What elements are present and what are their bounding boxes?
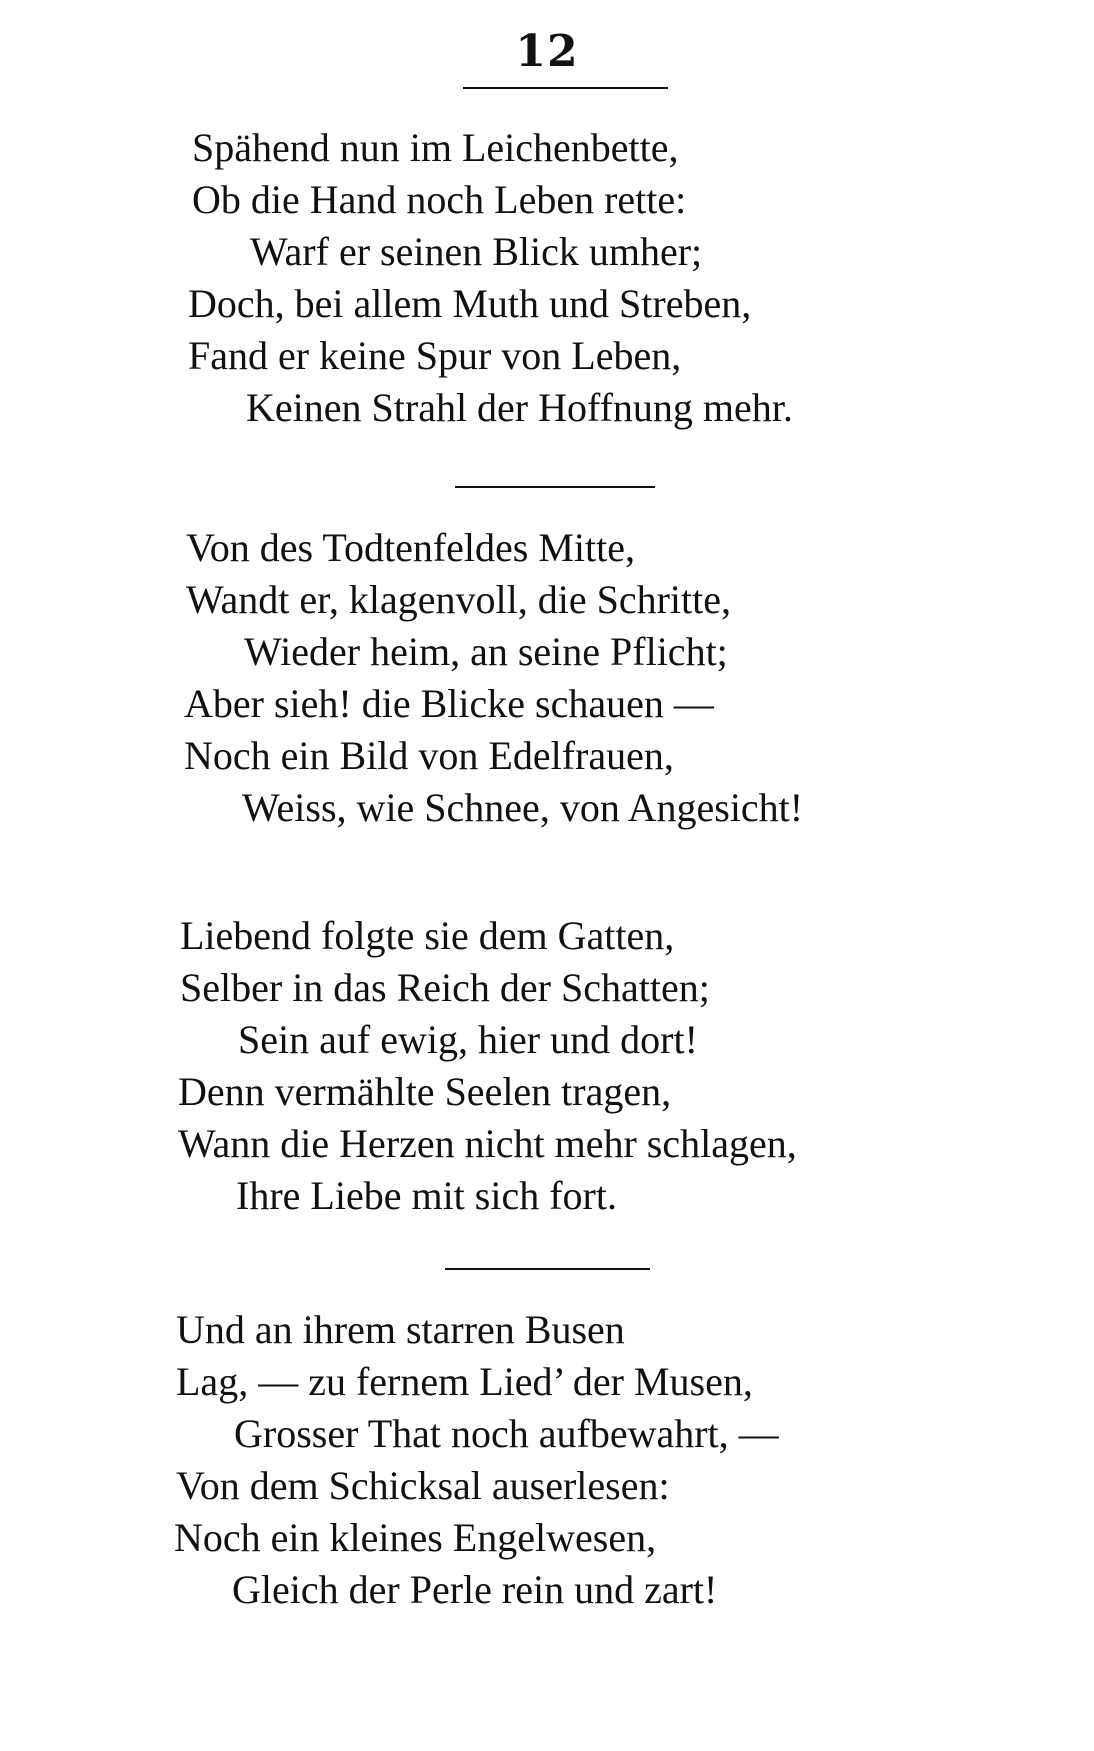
- stanza-2-line-6: Weiss, wie Schnee, von Angesicht!: [242, 785, 804, 830]
- stanza-4-line-6: Gleich der Perle rein und zart!: [232, 1567, 718, 1612]
- stanza-3-line-6: Ihre Liebe mit sich fort.: [236, 1173, 617, 1218]
- page-number: 12: [515, 26, 579, 77]
- stanza-2-line-3: Wieder heim, an seine Pflicht;: [244, 629, 728, 674]
- stanza-2-line-1: Von des Todtenfeldes Mitte,: [186, 525, 636, 570]
- stanza-4-line-4: Von dem Schicksal auserlesen:: [176, 1463, 670, 1508]
- stanza-4-line-2: Lag, — zu fernem Lied’ der Musen,: [176, 1359, 753, 1404]
- stanza-divider: [445, 1268, 650, 1270]
- header-rule: [463, 87, 668, 89]
- stanza-1-line-5: Fand er keine Spur von Leben,: [188, 333, 682, 378]
- stanza-1-line-2: Ob die Hand noch Leben rette:: [192, 177, 687, 222]
- stanza-2-line-2: Wandt er, klagenvoll, die Schritte,: [186, 577, 732, 622]
- stanza-1-line-1: Spähend nun im Leichenbette,: [192, 125, 679, 170]
- stanza-2-line-4: Aber sieh! die Blicke schauen —: [184, 681, 714, 726]
- stanza-4-line-1: Und an ihrem starren Busen: [176, 1307, 625, 1352]
- stanza-3-line-5: Wann die Herzen nicht mehr schlagen,: [178, 1121, 797, 1166]
- stanza-4-line-3: Grosser That noch aufbewahrt, —: [234, 1411, 779, 1456]
- stanza-1-line-4: Doch, bei allem Muth und Streben,: [188, 281, 752, 326]
- stanza-4-line-5: Noch ein kleines Engelwesen,: [174, 1515, 657, 1560]
- stanza-3-line-2: Selber in das Reich der Schatten;: [180, 965, 710, 1010]
- stanza-2-line-5: Noch ein Bild von Edelfrauen,: [184, 733, 674, 778]
- stanza-1-line-3: Warf er seinen Blick umher;: [250, 229, 703, 274]
- stanza-1-line-6: Keinen Strahl der Hoffnung mehr.: [246, 385, 793, 430]
- stanza-3-line-3: Sein auf ewig, hier und dort!: [238, 1017, 698, 1062]
- stanza-3-line-1: Liebend folgte sie dem Gatten,: [180, 913, 675, 958]
- stanza-divider: [455, 486, 655, 488]
- stanza-3-line-4: Denn vermählte Seelen tragen,: [178, 1069, 672, 1114]
